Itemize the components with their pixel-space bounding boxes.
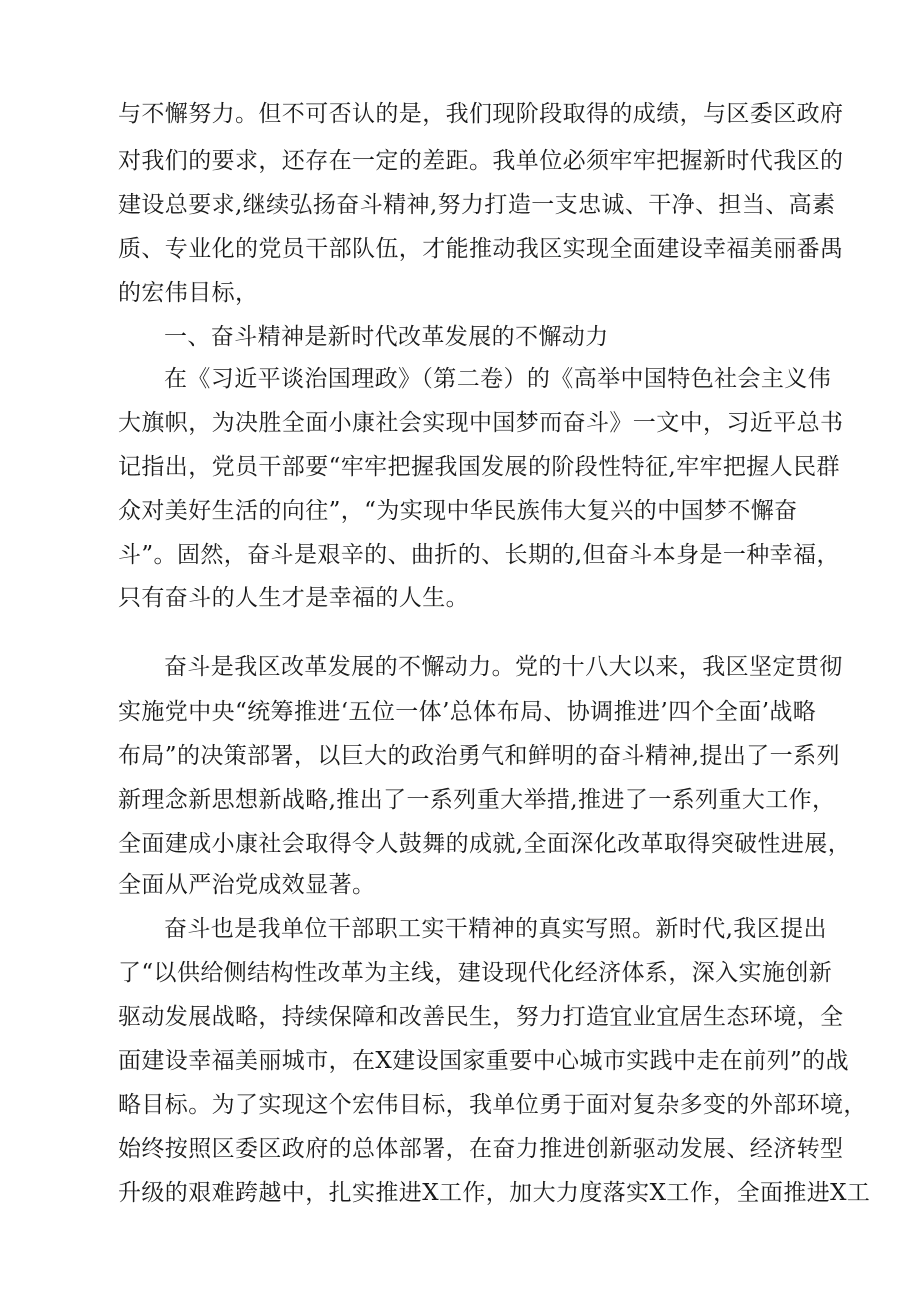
text-line: 了“以供给侧结构性改革为主线，建设现代化经济体系，深入实施创新 [118, 960, 833, 986]
text-line: 质、专业化的党员干部队伍，才能推动我区实现全面建设幸福美丽番禺 [118, 236, 844, 262]
text-line: 众对美好生活的向往”，“为实现中华民族伟大复兴的中国梦不懈奋 [118, 498, 798, 524]
text-line: 布局”的决策部署，以巨大的政治勇气和鲜明的奋斗精神,提出了一系列 [118, 743, 840, 769]
text-line: 面建设幸福美丽城市，在X建设国家重要中心城市实践中走在前列”的战 [118, 1048, 849, 1074]
text-line: 全面建成小康社会取得令人鼓舞的成就,全面深化改革取得突破性进展， [118, 831, 852, 857]
text-line: 全面从严治党成效显著。 [118, 872, 376, 898]
text-line: 只有奋斗的人生才是幸福的人生。 [118, 585, 469, 611]
text-line: 记指出，党员干部要“牢牢把握我国发展的阶段性特征,牢牢把握人民群 [118, 454, 840, 480]
text-line: 奋斗是我区改革发展的不懈动力。党的十八大以来，我区坚定贯彻 [164, 654, 843, 680]
text-line: 始终按照区委区政府的总体部署，在奋力推进创新驱动发展、经济转型 [118, 1136, 844, 1162]
text-line: 与不懈努力。但不可否认的是，我们现阶段取得的成绩，与区委区政府 [118, 101, 844, 127]
text-line: 奋斗也是我单位干部职工实干精神的真实写照。新时代,我区提出 [164, 916, 827, 942]
text-line: 略目标。为了实现这个宏伟目标，我单位勇于面对复杂多变的外部环境， [118, 1092, 867, 1118]
text-line: 新理念新思想新战略,推出了一系列重大举措,推进了一系列重大工作， [118, 787, 836, 813]
text-line: 驱动发展战略，持续保障和改善民生，努力打造宜业宜居生态环境，全 [118, 1004, 844, 1030]
text-line: 在《习近平谈治国理政》（第二卷）的《高举中国特色社会主义伟 [164, 366, 832, 392]
text-line: 斗”。固然，奋斗是艰辛的、曲折的、长期的,但奋斗本身是一种幸福， [118, 542, 840, 568]
text-line: 实施党中央“统筹推进‘五位一体’总体布局、协调推进’四个全面’战略 [118, 699, 817, 725]
text-line: 建设总要求,继续弘扬奋斗精神,努力打造一支忠诚、干净、担当、高素 [118, 192, 836, 218]
text-line: 对我们的要求，还存在一定的差距。我单位必须牢牢把握新时代我区的 [118, 148, 844, 174]
text-line: 的宏伟目标， [118, 280, 259, 306]
text-line: 升级的艰难跨越中，扎实推进X工作，加大力度落实X工作，全面推进X工 [118, 1180, 871, 1206]
text-line: 大旗帜，为决胜全面小康社会实现中国梦而奋斗》一文中，习近平总书 [118, 410, 844, 436]
section-heading: 一、奋斗精神是新时代改革发展的不懈动力 [164, 324, 609, 350]
